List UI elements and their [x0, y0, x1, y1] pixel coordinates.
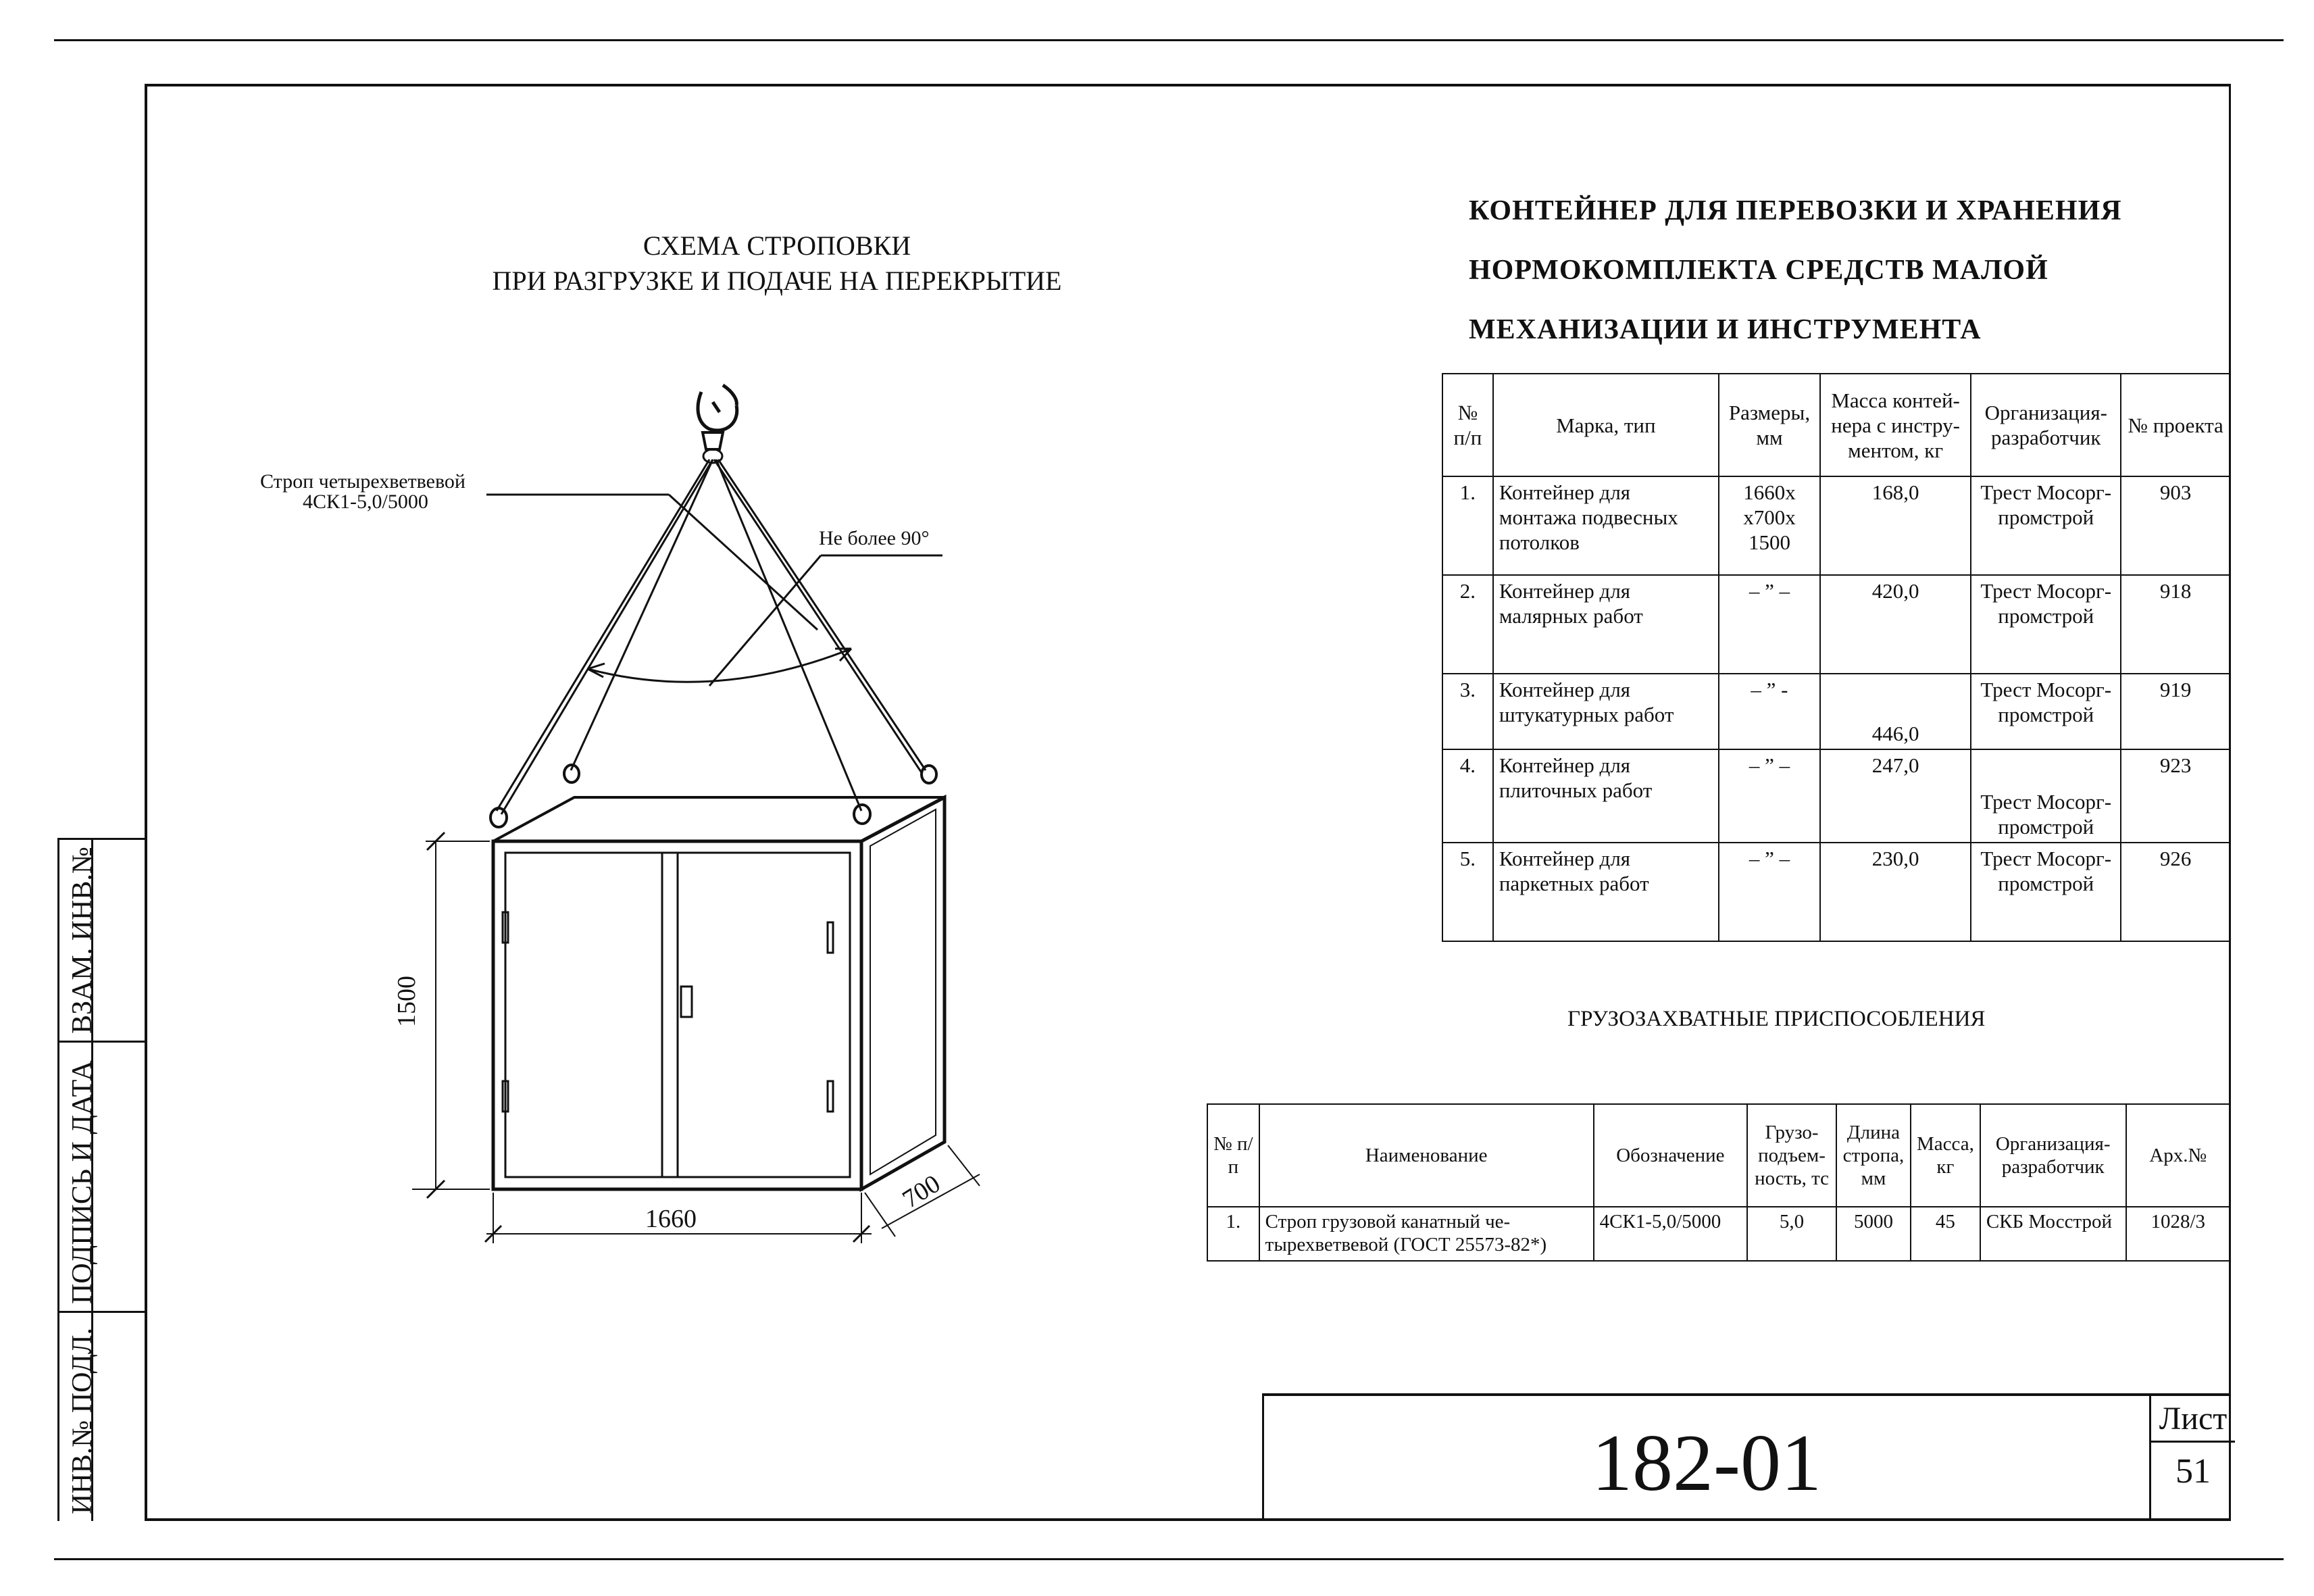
col-header-org: Организация-разработчик [1980, 1104, 2126, 1207]
table-row [1442, 476, 2230, 575]
cell-org: Трест Мосорг-промстрой [1971, 843, 2121, 941]
main-title [1469, 181, 2122, 359]
lifting-table [1207, 1103, 2231, 1262]
cell-org: Трест Мосорг-промстрой [1971, 575, 2121, 674]
table-row [1442, 575, 2230, 674]
cell-name: Контейнер для штукатурных работ [1493, 674, 1719, 749]
cell-size: – ” - [1719, 674, 1820, 749]
sidebar-label-signature-date: ПОДПИСЬ И ДАТА [67, 1060, 98, 1304]
col-header-designation: Обозначение [1594, 1104, 1747, 1207]
sidebar-stamp [57, 838, 147, 1521]
cell-length: 5000 [1836, 1207, 1911, 1261]
main-title-line-1: КОНТЕЙНЕР ДЛЯ ПЕРЕВОЗКИ И ХРАНЕНИЯ [1469, 195, 2122, 226]
cell-project: 919 [2121, 674, 2230, 749]
sheet-box [2149, 1396, 2235, 1521]
cell-name: Контейнер для малярных работ [1493, 575, 1719, 674]
col-header-archive: Арх.№ [2126, 1104, 2230, 1207]
col-header-name: Наименование [1259, 1104, 1594, 1207]
main-title-line-2: НОРМОКОМПЛЕКТА СРЕДСТВ МАЛОЙ [1469, 255, 2048, 286]
sheet-number: 51 [2175, 1452, 2211, 1491]
bottom-border-line [54, 1558, 2284, 1560]
dimension-height: 1500 [393, 976, 421, 1027]
lifting-section-title: ГРУЗОЗАХВАТНЫЕ ПРИСПОСОБЛЕНИЯ [1567, 1007, 1986, 1031]
cell-mass: 45 [1911, 1207, 1980, 1261]
col-header-number: № п/п [1207, 1104, 1259, 1207]
cell-project: 918 [2121, 575, 2230, 674]
sling-leg-1b [501, 459, 713, 814]
scheme-title [439, 228, 1115, 299]
sling-leg-4b [714, 459, 922, 774]
cell-capacity: 5,0 [1747, 1207, 1836, 1261]
dimension-depth: 700 [897, 1169, 946, 1214]
cell-number: 1. [1442, 476, 1493, 575]
sling-leg-3 [716, 459, 861, 811]
cell-size: – ” – [1719, 749, 1820, 843]
col-header-number: № п/п [1442, 374, 1493, 476]
cell-number: 1. [1207, 1207, 1259, 1261]
sling-leg-2 [571, 459, 713, 770]
col-header-mass: Масса, кг [1911, 1104, 1980, 1207]
col-header-org: Организация-разработчик [1971, 374, 2121, 476]
rigging-drawing [378, 365, 1040, 1257]
cell-number: 5. [1442, 843, 1493, 941]
col-header-brand: Марка, тип [1493, 374, 1719, 476]
sling-leg-4 [718, 459, 926, 770]
crane-hook-icon [698, 385, 737, 430]
angle-label: Не более 90° [819, 527, 930, 549]
col-header-size: Размеры, мм [1719, 374, 1820, 476]
cell-number: 2. [1442, 575, 1493, 674]
sling-label-line-2: 4СК1-5,0/5000 [303, 491, 428, 513]
sidebar-label-original-inv: ИНВ.№ ПОДЛ. [67, 1328, 98, 1514]
cell-archive: 1028/3 [2126, 1207, 2230, 1261]
top-border-line [54, 39, 2284, 41]
sidebar-cell-original-inv [57, 1311, 147, 1521]
cell-org: Трест Мосорг-промстрой [1971, 476, 2121, 575]
col-header-capacity: Грузо-подъем-ность, тс [1747, 1104, 1836, 1207]
cell-size: – ” – [1719, 575, 1820, 674]
scheme-title-line-1: СХЕМА СТРОПОВКИ [643, 230, 911, 261]
lifting-table-header [1207, 1104, 2230, 1207]
table-row [1442, 749, 2230, 843]
col-header-length: Длина стропа, мм [1836, 1104, 1911, 1207]
cell-number: 3. [1442, 674, 1493, 749]
cell-name: Контейнер для монтажа подвесных потолков [1493, 476, 1719, 575]
containers-table [1442, 373, 2231, 942]
cell-number: 4. [1442, 749, 1493, 843]
cell-project: 923 [2121, 749, 2230, 843]
cell-size: – ” – [1719, 843, 1820, 941]
cell-mass: 446,0 [1820, 674, 1971, 749]
cell-org: СКБ Мосстрой [1980, 1207, 2126, 1261]
table-row [1207, 1207, 2230, 1261]
sidebar-cell-replace-inv [57, 838, 147, 1041]
main-title-line-3: МЕХАНИЗАЦИИ И ИНСТРУМЕНТА [1469, 314, 1982, 345]
sidebar-label-replace-inv: ВЗАМ. ИНВ.№ [67, 847, 98, 1034]
cell-name: Контейнер для паркетных работ [1493, 843, 1719, 941]
cell-mass: 247,0 [1820, 749, 1971, 843]
cell-size: 1660х х700х 1500 [1719, 476, 1820, 575]
col-header-project: № проекта [2121, 374, 2230, 476]
col-header-mass: Масса контей-нера с инстру-ментом, кг [1820, 374, 1971, 476]
cell-project: 903 [2121, 476, 2230, 575]
dimension-width: 1660 [645, 1205, 697, 1233]
cell-mass: 230,0 [1820, 843, 1971, 941]
sheet-label: Лист [2151, 1400, 2235, 1443]
scheme-title-line-2: ПРИ РАЗГРУЗКЕ И ПОДАЧЕ НА ПЕРЕКРЫТИЕ [492, 266, 1062, 296]
drawing-code: 182-01 [1592, 1418, 1821, 1507]
cell-name: Контейнер для плиточных работ [1493, 749, 1719, 843]
sidebar-cell-signature-date [57, 1041, 147, 1311]
cell-org: Трест Мосорг-промстрой [1971, 749, 2121, 843]
containers-table-header [1442, 374, 2230, 476]
cell-org: Трест Мосорг-промстрой [1971, 674, 2121, 749]
table-row [1442, 674, 2230, 749]
table-row [1442, 843, 2230, 941]
cell-project: 926 [2121, 843, 2230, 941]
sling-label-line-1: Строп четырехветвевой [260, 470, 466, 493]
cell-mass: 168,0 [1820, 476, 1971, 575]
cell-name: Строп грузовой канатный че-тырехветвевой (ГОСТ 25573-82*) [1259, 1207, 1594, 1261]
cell-mass: 420,0 [1820, 575, 1971, 674]
cell-designation: 4СК1-5,0/5000 [1594, 1207, 1747, 1261]
title-block [1262, 1393, 2231, 1521]
sling-leg-1 [497, 459, 709, 811]
